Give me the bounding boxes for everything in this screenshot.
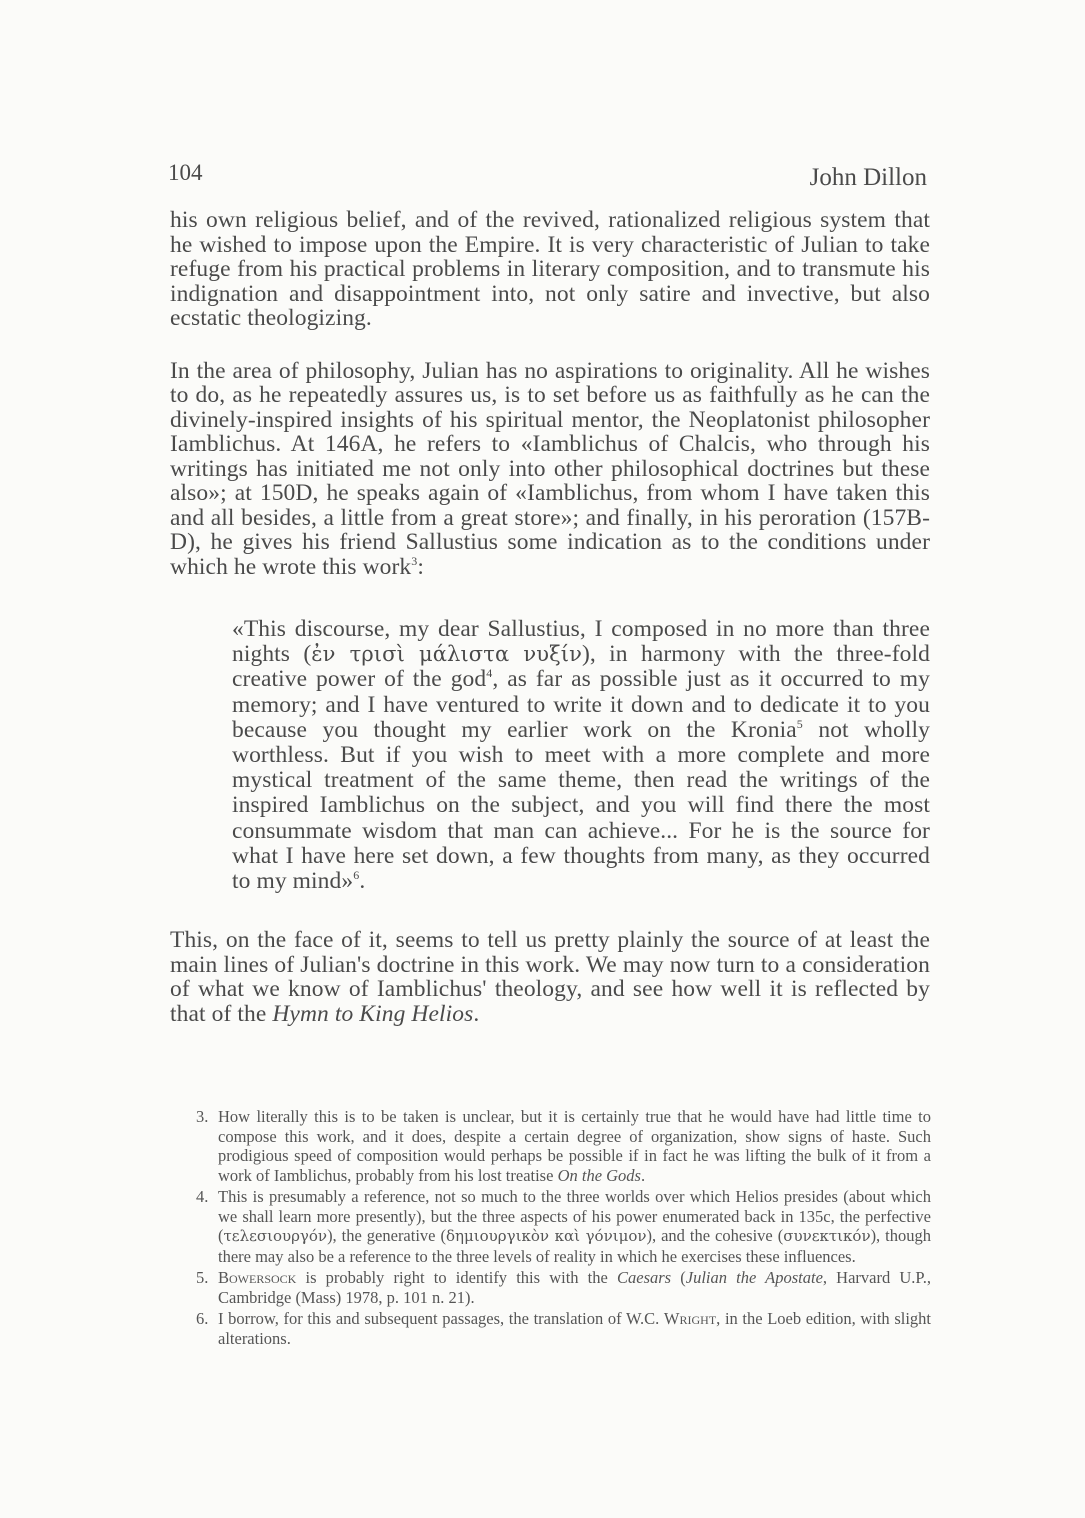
work-title-caesars: Caesars: [617, 1268, 672, 1287]
footnote-text: [218, 1107, 931, 1185]
footnote-4: [196, 1187, 931, 1266]
page-number: 104: [168, 160, 203, 185]
footnote-3: [196, 1107, 931, 1185]
footnote-5-text-c: , Harvard U.P., Cambridge (Mass) 1978, p. 101 n. 21).: [218, 1268, 932, 1307]
footnote-6: [196, 1309, 931, 1348]
footnote-5: [196, 1268, 931, 1307]
greek-term-perfective: τελεσιουργόν: [223, 1227, 328, 1245]
quote-greek: ἐν τρισὶ μάλιστα νυξίν: [311, 642, 582, 667]
footnote-ref-4[interactable]: 4: [486, 666, 493, 681]
quote-text-b: ), in harmony with the three-fold creative power of the god: [232, 641, 930, 693]
paragraph-3-end: .: [473, 1000, 480, 1027]
footnote-4-text-b: ), the generative (: [327, 1226, 446, 1245]
main-text: [170, 208, 930, 1026]
footnote-ref-5[interactable]: 5: [796, 716, 803, 731]
work-title-hymn: Hymn to King Helios: [272, 1000, 474, 1027]
footnote-text: [218, 1309, 931, 1348]
footnote-4-text-a: This is presumably a reference, not so much to the three worlds over which Helios presides (about which we shall learn more presently), but the three aspects of his power enumerated back in 135c, the perfective (: [218, 1187, 931, 1245]
quote-text-c: , as far as possible just as it occurred to my memory; and I have ventured to write it down and to dedicate it to you because you thought my earlier work on the Kronia: [232, 666, 930, 743]
page-header: [168, 160, 927, 196]
author-name: Wright: [663, 1309, 717, 1328]
paragraph-2-text: In the area of philosophy, Julian has no aspirations to originality. All he wishes to do, as he repeatedly assures us, is to set before us as faithfully as he can the divinely-inspired insights of his spiritual mentor, the Neoplatonist philosopher Iamblichus. At 146A, he refers to «Iamblichus of Chalcis, who through his writings has initiated me not only into other philosophical doctrines but these also»; at 150D, he speaks again of «Iamblichus, from whom I have taken this and all besides, a little from a great store»; and finally, in his peroration (157B-D), he gives his friend Sallustius some indication as to the conditions under which he wrote this work: [170, 357, 930, 580]
paragraph-2: [170, 359, 930, 580]
footnote-4-text-c: ), and the cohesive (: [646, 1226, 784, 1245]
footnote-number: 5.: [196, 1268, 209, 1287]
work-title-julian-apostate: Julian the Apostate: [685, 1268, 823, 1287]
footnote-3-text: How literally this is to be taken is unclear, but it is certainly true that he would have had little time to compose this work, and it does, despite a certain degree of organization, show signs of haste. Such prodigious speed of composition would perhaps be possible if in fact he was lifting the bulk of it from a work of Iamblichus, probably from his lost treatise: [218, 1107, 931, 1185]
footnote-ref-3[interactable]: 3: [411, 553, 418, 568]
quote-text-e: .: [359, 868, 366, 895]
footnote-3-end: .: [640, 1165, 646, 1185]
block-quote: [232, 617, 930, 894]
footnote-number: 6.: [196, 1309, 209, 1328]
footnote-ref-6[interactable]: 6: [353, 868, 360, 883]
footnote-5-text-a: is probably right to identify this with the: [296, 1268, 617, 1287]
paragraph-3-text: This, on the face of it, seems to tell us pretty plainly the source of at least the main lines of Julian's doctrine in this work. We may now turn to a consideration of what we know of Iamblichus' theology, and see how well it is reflected by that of the: [170, 927, 930, 1027]
footnote-number: 3.: [196, 1107, 209, 1126]
work-title-on-the-gods: On the Gods: [557, 1165, 641, 1185]
footnote-number: 4.: [196, 1187, 209, 1206]
footnotes: [196, 1107, 931, 1350]
greek-term-generative: δημιουργικὸν καὶ γόνιμον: [445, 1227, 647, 1245]
footnote-5-text-b: (: [671, 1268, 686, 1287]
running-head: John Dillon: [809, 164, 927, 191]
paragraph-3: [170, 928, 930, 1026]
footnote-6-text-b: , in the Loeb edition, with slight alterations.: [218, 1309, 931, 1348]
paragraph-1: his own religious belief, and of the revived, rationalized religious system that he wished to impose upon the Empire. It is very characteristic of Julian to take refuge from his practical problems in literary composition, and to transmute his indignation and disappointment into, not only satire and invective, but also ecstatic theologizing.: [170, 207, 930, 331]
footnote-text: [218, 1187, 931, 1266]
footnote-4-text-d: ), though there may also be a reference to the three levels of reality in which he exercises these influences.: [218, 1226, 931, 1266]
greek-term-cohesive: συνεκτικόν: [783, 1227, 871, 1245]
quote-text-a: «This discourse, my dear Sallustius, I composed in no more than three nights (: [232, 616, 930, 668]
paragraph-2-end: :: [417, 553, 425, 580]
quote-text-d: not wholly worthless. But if you wish to meet with a more complete and more mystical treatment of the same theme, then read the writings of the inspired Iamblichus on the subject, and you will find there the most consummate wisdom that man can achieve... For he is the source for what I have here set down, a few thoughts from many, as they occurred to my mind»: [232, 716, 930, 895]
footnote-text: [218, 1268, 931, 1307]
footnote-6-text-a: I borrow, for this and subsequent passages, the translation of W.C.: [218, 1309, 664, 1328]
author-name: Bowersock: [218, 1268, 297, 1287]
